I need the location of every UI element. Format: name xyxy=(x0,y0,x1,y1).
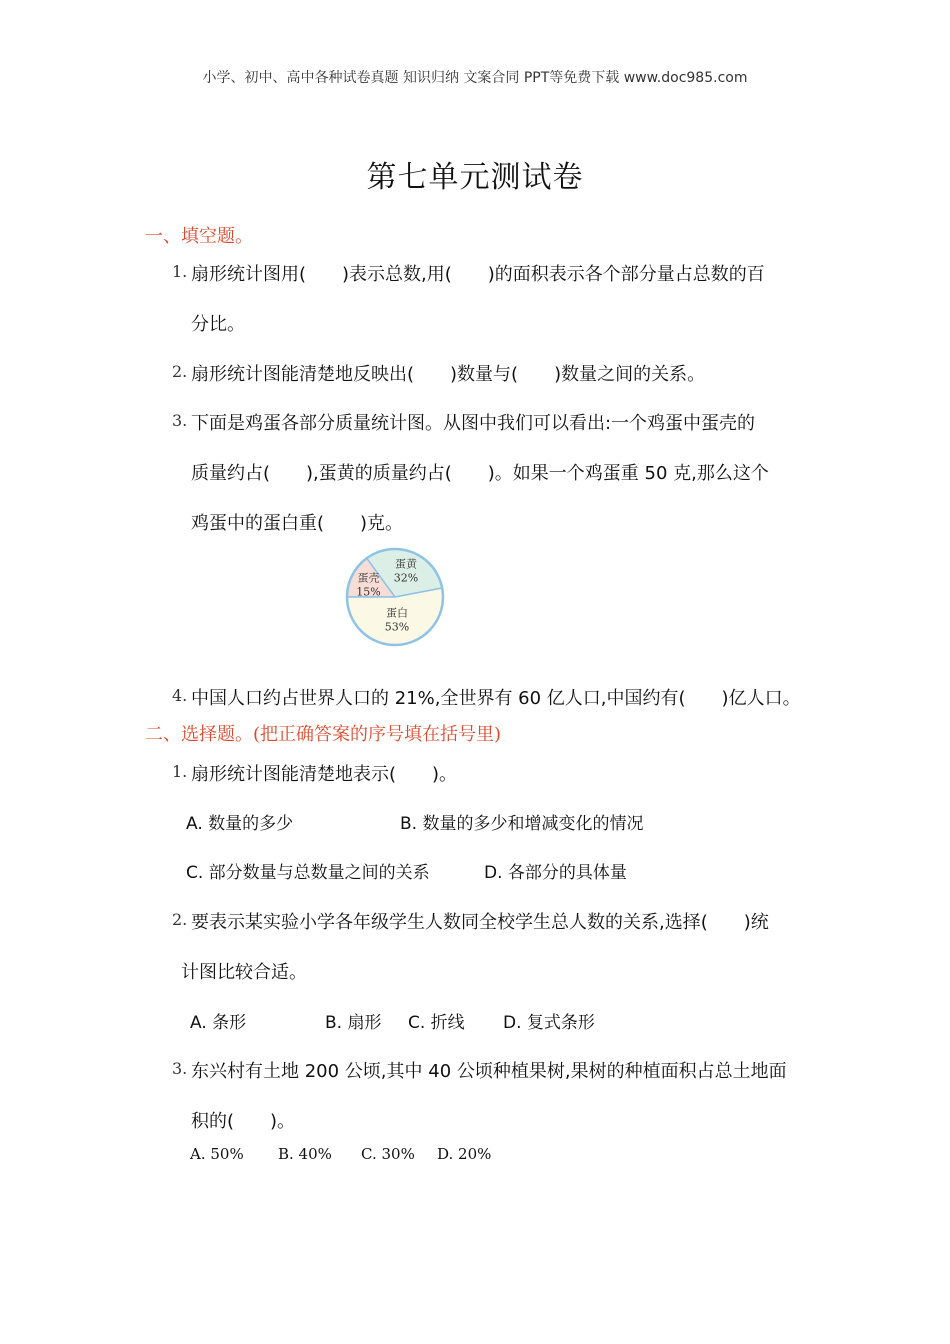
pie-value-label: 32% xyxy=(393,571,419,585)
question-number: 1. xyxy=(172,262,188,281)
question-number: 3. xyxy=(172,411,188,430)
section-fill-in-heading: 一、填空题。 xyxy=(145,226,253,247)
question-number: 2. xyxy=(172,362,188,381)
option-b: B. 数量的多少和增减变化的情况 xyxy=(400,814,644,834)
option-b: B. 扇形 xyxy=(325,1013,382,1033)
site-banner: 小学、初中、高中各种试卷真题 知识归纳 文案合同 PPT等免费下载 www.doc985.com xyxy=(202,70,748,86)
option-b: B. 40% xyxy=(278,1145,332,1163)
question-text: 积的( )。 xyxy=(191,1111,296,1132)
question-text: 东兴村有土地 200 公顷,其中 40 公顷种植果树,果树的种植面积占总土地面 xyxy=(191,1061,787,1082)
option-a: A. 数量的多少 xyxy=(186,814,294,834)
option-d: D. 各部分的具体量 xyxy=(484,863,627,883)
pie-value-label: 15% xyxy=(356,585,381,599)
pie-value-label: 53% xyxy=(384,620,410,634)
question-text: 鸡蛋中的蛋白重( )克。 xyxy=(191,513,404,534)
question-number: 4. xyxy=(172,686,188,705)
question-text: 扇形统计图能清楚地反映出( )数量与( )数量之间的关系。 xyxy=(191,364,706,385)
question-text: 质量约占( ),蛋黄的质量约占( )。如果一个鸡蛋重 50 克,那么这个 xyxy=(191,463,769,484)
question-number: 3. xyxy=(172,1059,188,1078)
page-title: 第七单元测试卷 xyxy=(366,160,584,195)
option-d: D. 20% xyxy=(437,1145,492,1163)
option-c: C. 折线 xyxy=(408,1013,465,1033)
option-a: A. 条形 xyxy=(190,1013,247,1033)
egg-composition-pie-chart xyxy=(340,545,450,650)
question-text: 计图比较合适。 xyxy=(181,962,307,983)
section-choice-heading: 二、选择题。(把正确答案的序号填在括号里) xyxy=(145,724,502,745)
option-a: A. 50% xyxy=(190,1145,244,1163)
option-d: D. 复式条形 xyxy=(503,1013,595,1033)
option-c: C. 30% xyxy=(361,1145,415,1163)
pie-label: 蛋黄 xyxy=(394,557,417,571)
question-number: 2. xyxy=(172,910,188,929)
pie-label: 蛋白 xyxy=(386,606,409,620)
question-text: 扇形统计图用( )表示总数,用( )的面积表示各个部分量占总数的百 xyxy=(191,264,765,285)
question-text: 分比。 xyxy=(191,314,245,335)
question-text: 扇形统计图能清楚地表示( )。 xyxy=(191,764,458,785)
question-text: 下面是鸡蛋各部分质量统计图。从图中我们可以看出:一个鸡蛋中蛋壳的 xyxy=(191,413,756,434)
pie-label: 蛋壳 xyxy=(357,571,380,585)
question-number: 1. xyxy=(172,762,188,781)
question-text: 中国人口约占世界人口的 21%,全世界有 60 亿人口,中国约有( )亿人口。 xyxy=(191,688,801,709)
question-text: 要表示某实验小学各年级学生人数同全校学生总人数的关系,选择( )统 xyxy=(191,912,769,933)
option-c: C. 部分数量与总数量之间的关系 xyxy=(186,863,430,883)
